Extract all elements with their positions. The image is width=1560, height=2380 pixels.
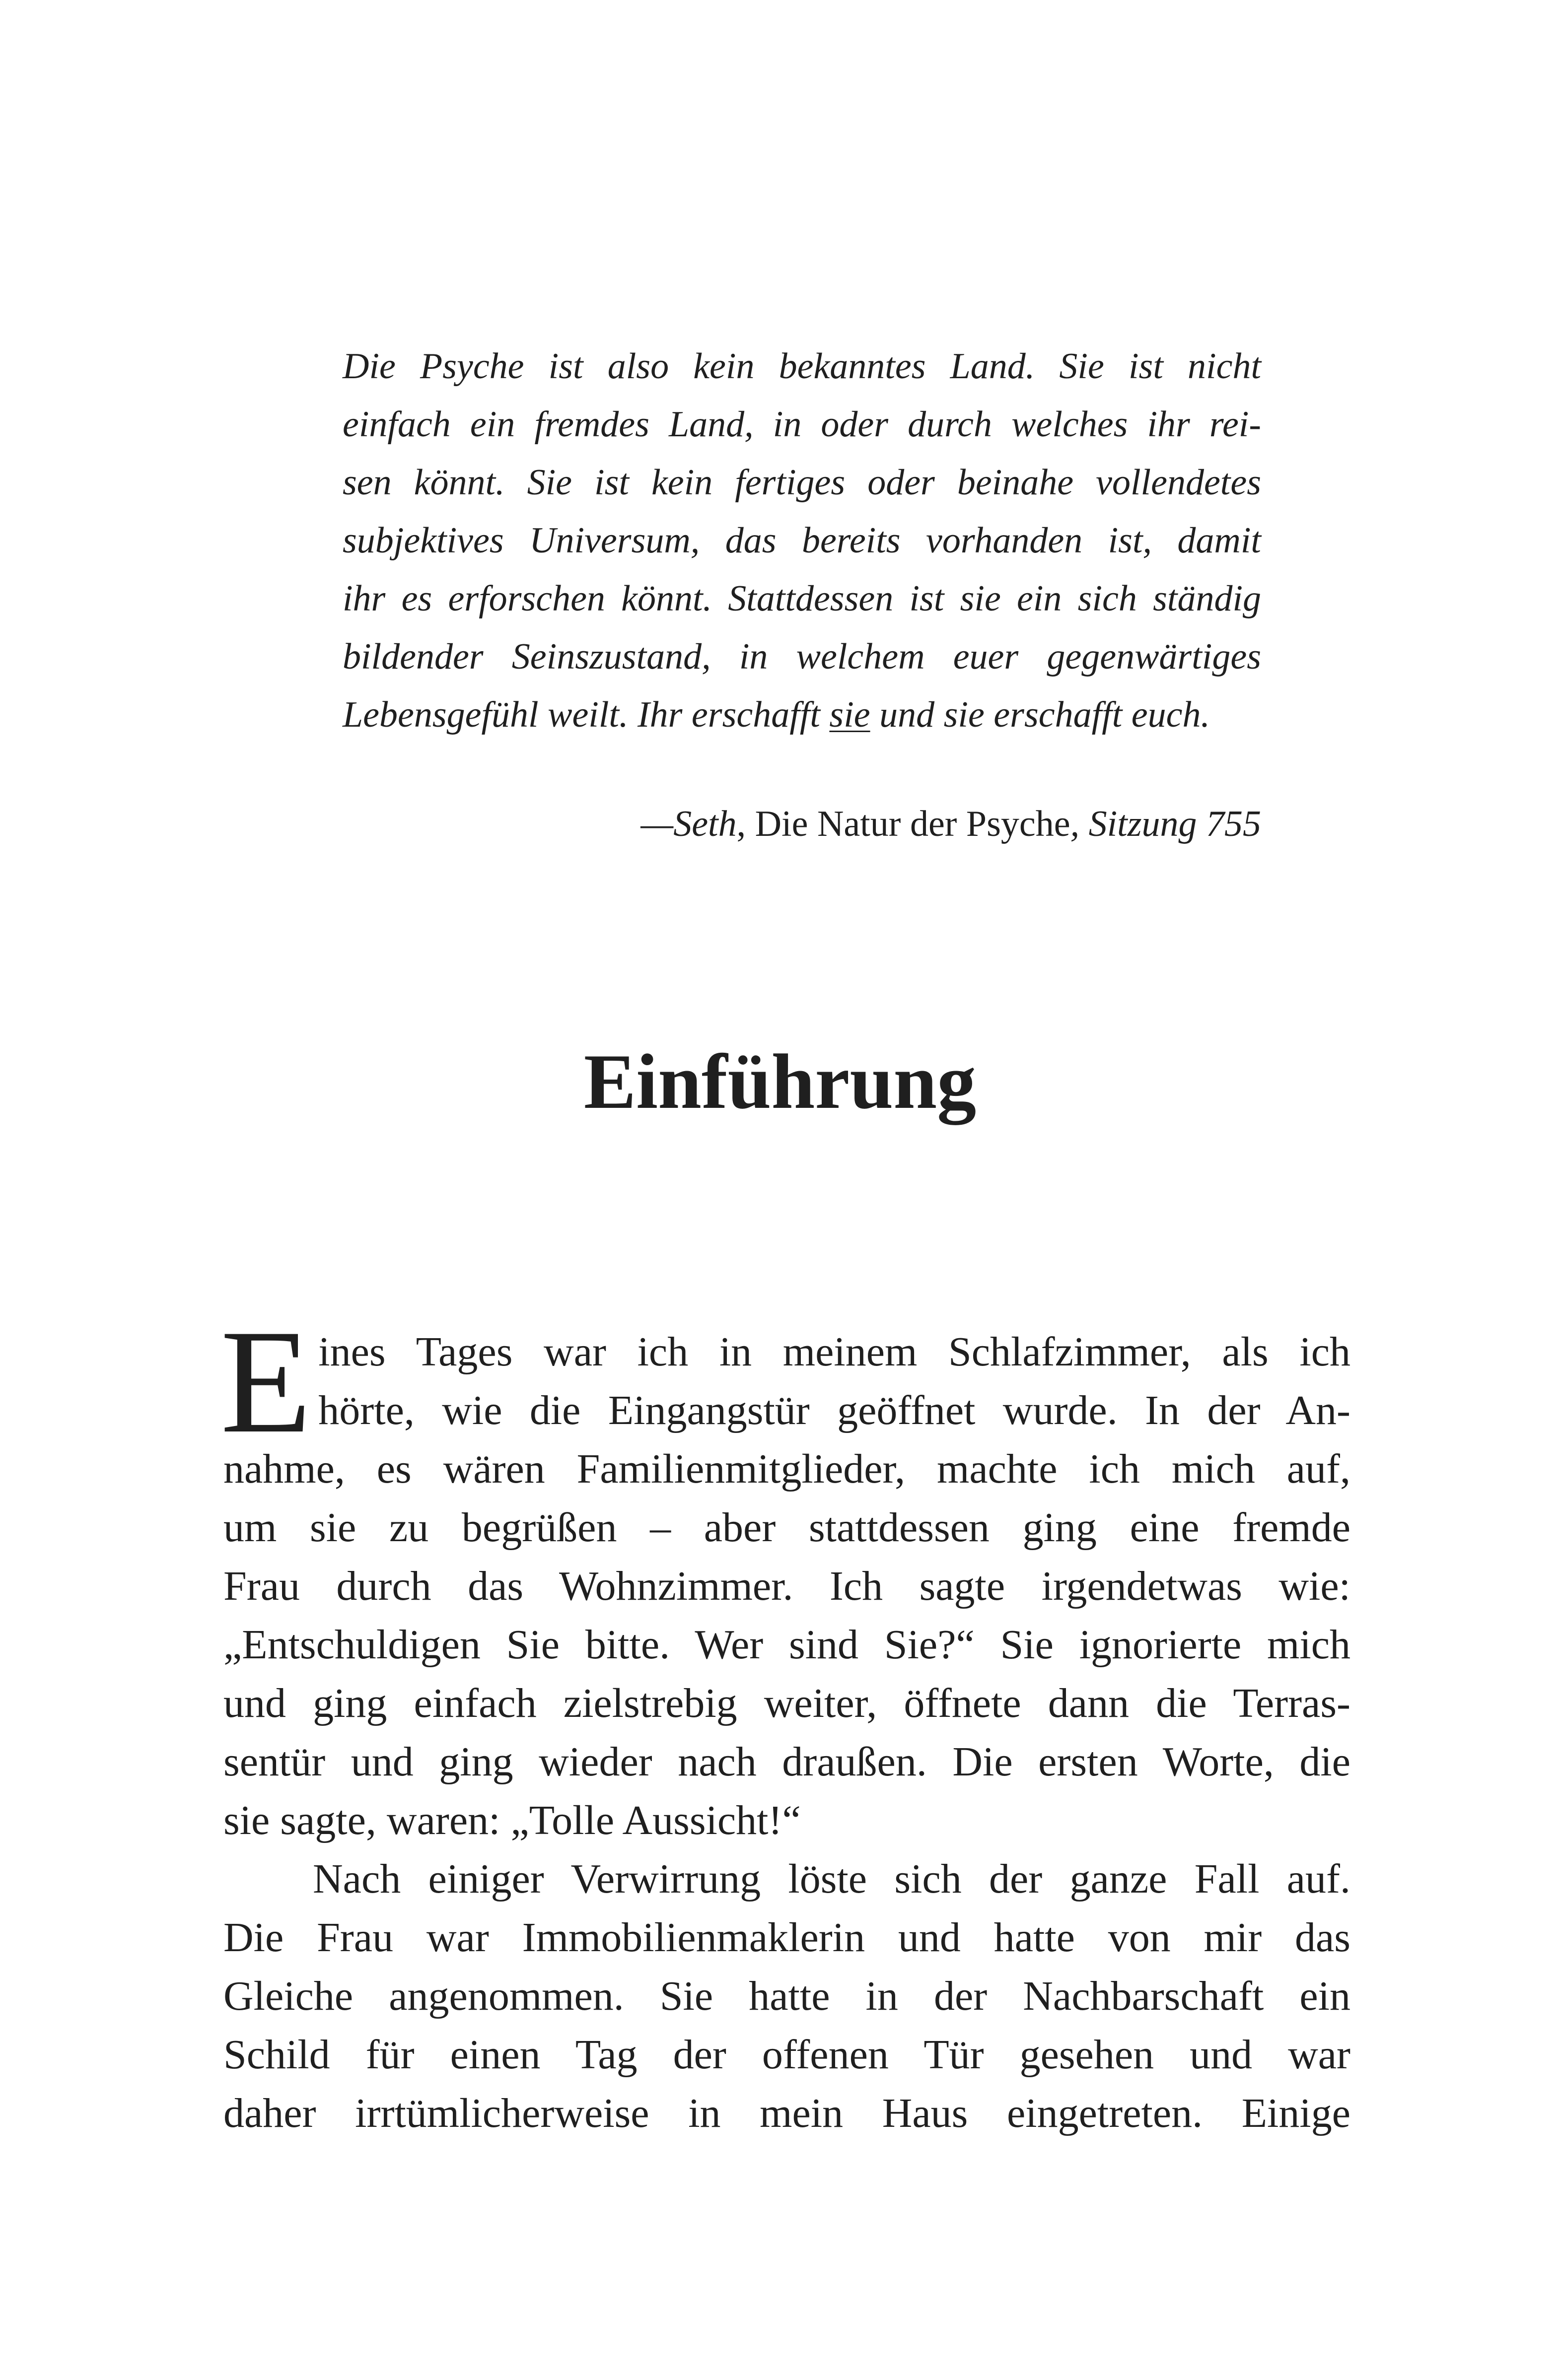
epigraph-text: Lebensgefühl weilt. Ihr erschafft	[343, 694, 830, 735]
paragraph-line: Gleiche angenommen. Sie hatte in der Nachbarschaft ein	[223, 1973, 1350, 2019]
attribution-session: , Sitzung 755	[1070, 804, 1261, 844]
paragraph-line: Die Frau war Immobilienmaklerin und hatte von mir das	[223, 1914, 1350, 1961]
epigraph-line: ihr es erforschen könnt. Stattdessen ist sie ein sich ständig	[343, 578, 1261, 619]
paragraph-line: sentür und ging wieder nach draußen. Die ersten Worte, die	[223, 1739, 1350, 1785]
paragraph-line: daher irrtümlicherweise in mein Haus eingetreten. Einige	[223, 2090, 1350, 2136]
paragraph-2-first-line: Nach einiger Verwirrung löste sich der ganze Fall auf.	[313, 1856, 1350, 1902]
attribution-author: —Seth	[640, 804, 737, 844]
attribution-separator: ,	[736, 804, 755, 844]
drop-cap: E	[220, 1299, 312, 1464]
epigraph-line: subjektives Universum, das bereits vorhanden ist, damit	[343, 520, 1261, 561]
epigraph-attribution	[343, 799, 1261, 849]
body-text	[220, 1299, 1350, 2143]
epigraph-last-line	[343, 686, 1261, 744]
attribution-book-title: Die Natur der Psyche	[755, 804, 1070, 844]
paragraph-line: hörte, wie die Eingangstür geöffnet wurde. In der An-	[318, 1387, 1350, 1433]
epigraph-text: und sie erschafft euch.	[870, 694, 1210, 735]
epigraph-line: einfach ein fremdes Land, in oder durch welches ihr rei-	[343, 404, 1261, 445]
paragraph-line: um sie zu begrüßen – aber stattdessen ging eine fremde	[223, 1504, 1350, 1551]
epigraph-line: sen könnt. Sie ist kein fertiges oder beinahe vollendetes	[343, 462, 1261, 503]
paragraph-1-opening	[220, 1299, 1350, 1464]
paragraph-line: Schild für einen Tag der offenen Tür gesehen und war	[223, 2032, 1350, 2078]
epigraph-line: bildender Seinszustand, in welchem euer gegenwärtiges	[343, 636, 1261, 677]
paragraph-line: nahme, es wären Familienmitglieder, machte ich mich auf,	[223, 1446, 1350, 1492]
paragraph-line: sie sagte, waren: „Tolle Aussicht!“	[223, 1797, 801, 1843]
chapter-title: Einführung	[583, 1038, 977, 1125]
paragraph-line: ines Tages war ich in meinem Schlafzimmer, als ich	[318, 1329, 1350, 1375]
paragraph-line: und ging einfach zielstrebig weiter, öffnete dann die Terras-	[223, 1680, 1350, 1726]
paragraph-line: Frau durch das Wohnzimmer. Ich sagte irgendetwas wie:	[223, 1563, 1350, 1609]
epigraph-underlined-word: sie	[829, 694, 870, 735]
epigraph-quote	[343, 338, 1261, 744]
epigraph-line: Die Psyche ist also kein bekanntes Land. Sie ist nicht	[343, 346, 1261, 387]
paragraph-line: „Entschuldigen Sie bitte. Wer sind Sie?“ Sie ignorierte mich	[223, 1622, 1350, 1668]
